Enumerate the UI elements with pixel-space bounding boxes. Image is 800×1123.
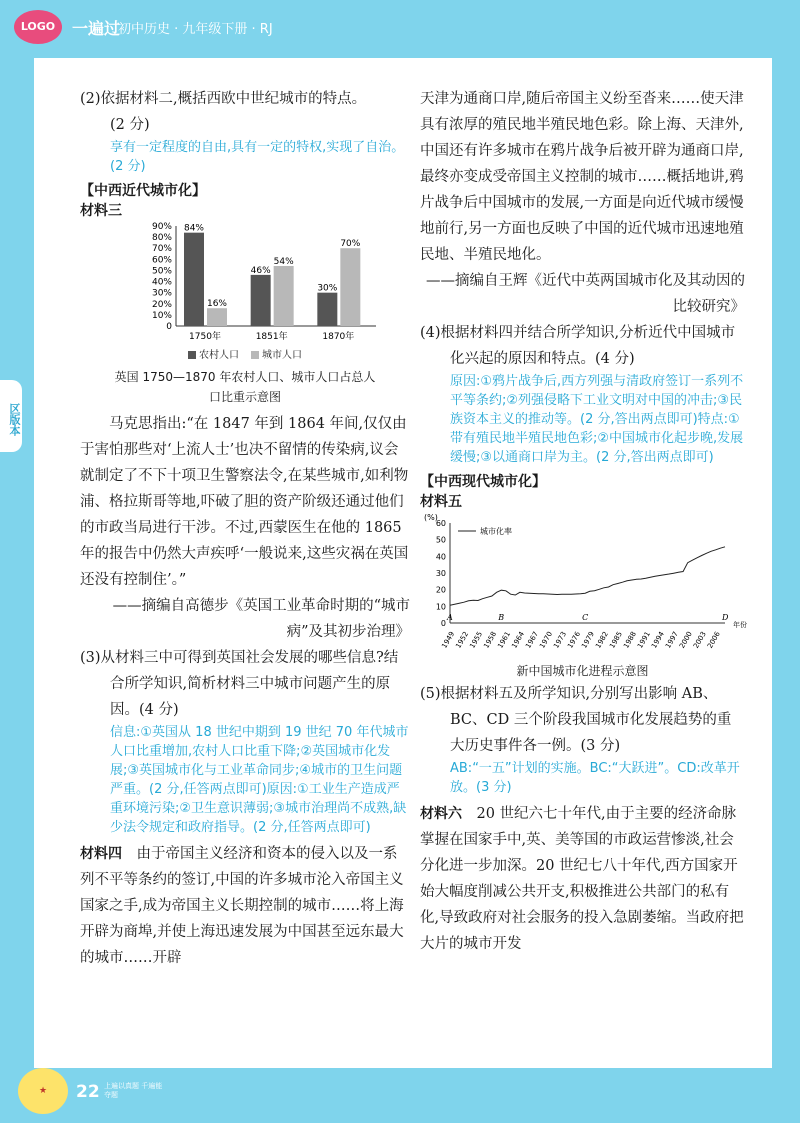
material-6-para [420, 801, 745, 957]
x-tick-label: 1955 [468, 630, 485, 650]
legend-swatch-rural [188, 351, 196, 359]
y-tick-label: 40% [151, 277, 172, 288]
y-tick-label: 60 [435, 519, 446, 528]
bar-data-label: 46% [250, 265, 271, 276]
breadcrumb: 初中历史 · 九年级下册 · RJ [118, 22, 273, 37]
bar-chart [140, 220, 390, 348]
question-2: (2)依据材料二,概括西欧中世纪城市的特点。 [80, 91, 367, 107]
bar [317, 293, 337, 326]
question-4: (4)根据材料四并结合所学知识,分析近代中国城市化兴起的原因和特点。(4 分) [420, 325, 736, 367]
material-4-para [80, 841, 410, 971]
point-label: B [498, 613, 505, 622]
y-tick-label: 70% [151, 244, 172, 255]
x-tick-label: 1991 [636, 630, 652, 650]
x-tick-label: 1870年 [322, 332, 355, 342]
x-tick-label: 2003 [692, 630, 708, 650]
answer-5: AB:“一五”计划的实施。BC:“大跃进”。CD:改革开放。(3 分) [450, 761, 740, 795]
y-tick-label: 60% [151, 255, 172, 266]
legend-item-rural [188, 346, 239, 361]
y-tick-label: 20 [435, 585, 446, 595]
legend-label: 城市化率 [480, 527, 512, 536]
bar-chart-caption: 英国 1750—1870 年农村人口、城市人口占总人口比重示意图 [114, 370, 376, 404]
bar [184, 233, 204, 326]
x-tick-label: 1979 [580, 630, 597, 650]
x-tick-label: 1994 [650, 630, 666, 650]
material-6-text: 20 世纪六七十年代,由于主要的经济命脉掌握在国家手中,英、美等国的市政运营惨淡,社会分化进一步加深。20 世纪七八十年代,西方国家开始大幅度削减公共开支,积极推进公共部门的私有化,导致政府对社会服务的投入急剧萎缩。当政府把大片的城市开发 [420, 806, 744, 952]
point-label: A [447, 613, 453, 622]
x-tick-label: 2006 [706, 630, 722, 650]
y-tick-label: 0 [440, 619, 446, 628]
side-tab[interactable]: 区版本 [0, 380, 22, 452]
y-tick-label: 80% [151, 233, 172, 244]
x-tick-label: 1997 [664, 630, 680, 650]
y-tick-label: 0 [166, 322, 172, 332]
material-3-source: ——摘编自高德步《英国工业革命时期的“城市病”及其初步治理》 [112, 598, 410, 640]
left-column [80, 86, 410, 971]
legend-swatch-urban [251, 351, 259, 359]
top-bar [0, 0, 800, 50]
x-tick-label: 1964 [510, 630, 527, 650]
answer-4: 原因:①鸦片战争后,西方列强与清政府签订一系列不平等条约;②列强侵略下工业文明对中国的冲击;③民族资本主义的推动等。(2 分,答出两点即可)特点:①带有殖民地半殖民地色彩;②中国城市化起步晚,发展缓慢;③以通商口岸为主。(2 分,答出两点即可) [450, 374, 744, 465]
material-6-label: 材料六 [420, 806, 462, 822]
page-number: 22 [76, 1082, 100, 1102]
answer-3: 信息:①英国从 18 世纪中期到 19 世纪 70 年代城市人口比重增加,农村人口比重下降;②英国城市化发展;③英国城市化与工业革命同步;④城市的卫生问题严重。(2 分,任答两点即可)原因:①工业生产造成严重环境污染;②卫生意识薄弱;③城市治理尚不成熟,缺少法令规定和政府指导。(2 分,任答两点即可) [110, 725, 409, 835]
y-tick-label: 20% [151, 299, 172, 310]
y-tick-label: 50 [435, 535, 446, 545]
y-tick-label: 40 [435, 552, 446, 562]
y-tick-label: 90% [151, 222, 172, 232]
question-2-score: (2 分) [110, 117, 150, 133]
bar-data-label: 84% [183, 223, 205, 234]
question-5: (5)根据材料五及所学知识,分别写出影响 AB、BC、CD 三个阶段我国城市化发展趋势的重大历史事件各一例。(3 分) [420, 686, 732, 754]
x-axis-unit: 年份 [733, 621, 747, 629]
x-tick-label: 1976 [566, 630, 583, 650]
line-chart [420, 511, 747, 661]
y-tick-label: 50% [151, 266, 172, 277]
x-tick-label: 1970 [538, 630, 555, 650]
y-tick-label: 30 [435, 569, 446, 578]
footer-bar [0, 1068, 800, 1123]
bar-data-label: 54% [273, 257, 294, 267]
x-tick-label: 1967 [524, 630, 541, 650]
y-tick-label: 10% [151, 310, 172, 321]
bar [251, 275, 271, 326]
y-axis-unit: (%) [424, 513, 438, 522]
x-tick-label: 1985 [608, 630, 624, 650]
footer-slogan: 上遍以真题 千遍能夺题 [104, 1082, 163, 1099]
bar [207, 308, 227, 326]
legend-label-rural: 农村人口 [199, 350, 239, 361]
x-tick-label: 1988 [622, 630, 638, 650]
material-5-label: 材料五 [420, 494, 462, 510]
material-3-label: 材料三 [80, 203, 122, 219]
section-heading-modern: 【中西近代城市化】 [80, 183, 206, 199]
series-line [450, 547, 725, 606]
legend-label-urban: 城市人口 [262, 350, 302, 361]
brand-name: 一遍过 [72, 19, 121, 38]
bar-data-label: 70% [340, 239, 361, 250]
y-tick-label: 30% [151, 288, 172, 299]
line-chart-caption: 新中国城市化进程示意图 [516, 664, 649, 678]
bar-chart-legend [80, 346, 410, 361]
material-4-continued: 天津为通商口岸,随后帝国主义纷至沓来……使天津具有浓厚的殖民地半殖民地色彩。除上海、天津外,中国还有许多城市在鸦片战争后被开辟为通商口岸,最终亦变成受帝国主义控制的城市……概括地讲,鸦片战争后中国城市的发展,一方面是向近代城市缓慢地前行,另一方面也反映了中国的近代城市迅速地殖民地、半殖民地化。 [420, 91, 744, 263]
material-4-label: 材料四 [80, 846, 122, 862]
y-tick-label: 10 [435, 602, 446, 612]
x-tick-label: 1961 [496, 630, 513, 650]
answer-2: 享有一定程度的自由,具有一定的特权,实现了自治。(2 分) [110, 140, 405, 174]
bar [274, 266, 294, 326]
x-tick-label: 1851年 [255, 332, 288, 342]
point-label: C [582, 613, 589, 622]
point-label: D [722, 613, 729, 622]
question-3: (3)从材料三中可得到英国社会发展的哪些信息?结合所学知识,简析材料三中城市问题产生的原因。(4 分) [80, 650, 399, 718]
bar-data-label: 16% [206, 299, 228, 310]
bar-data-label: 30% [317, 283, 338, 294]
material-4-source: ——摘编自王辉《近代中英两国城市化及其动因的比较研究》 [426, 273, 745, 315]
material-3-text: 马克思指出:“在 1847 年到 1864 年间,仅仅由于害怕那些对‘上流人士’也决不留情的传染病,议会就制定了不下十项卫生警察法令,在某些城市,如利物浦、格拉斯哥等地,吓破了胆的资产阶级还通过他们的市政当局进行干涉。不过,西蒙医生在他的 1865 年的报告中仍然大声疾呼‘一般说来,这些灾祸在英国还没有控制住’。” [80, 416, 409, 588]
x-tick-label: 1982 [594, 630, 611, 650]
x-tick-label: 1958 [482, 630, 499, 650]
x-tick-label: 2000 [678, 630, 694, 650]
right-column [420, 86, 745, 957]
material-4-text: 由于帝国主义经济和资本的侵入以及一系列不平等条约的签订,中国的许多城市沦入帝国主义国家之手,成为帝国主义长期控制的城市……将上海开辟为商埠,并使上海迅速发展为中国甚至远东最大的城市……开辟 [80, 846, 404, 966]
section-heading-contemporary: 【中西现代城市化】 [420, 474, 546, 490]
x-tick-label: 1973 [552, 630, 569, 650]
mascot-icon: ★ [18, 1068, 68, 1114]
brand-logo: LOGO [14, 10, 62, 44]
x-tick-label: 1952 [454, 630, 471, 650]
x-tick-label: 1750年 [189, 332, 221, 342]
legend-item-urban [251, 346, 302, 361]
x-tick-label: 1949 [440, 630, 457, 650]
bar [340, 248, 360, 326]
